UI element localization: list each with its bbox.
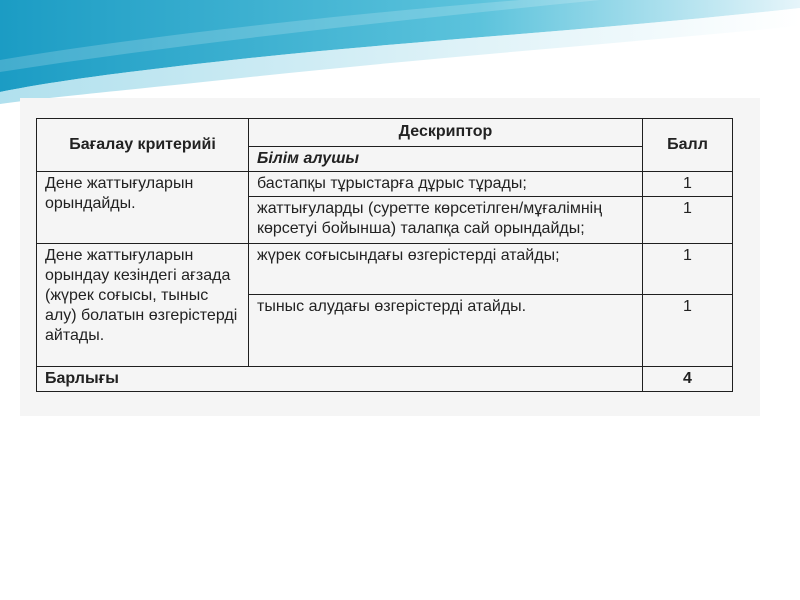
total-label: Барлығы bbox=[37, 367, 643, 392]
row-1-descriptor-2: жаттығуларды (суретте көрсетілген/мұғалімнің көрсетуі бойынша) талапқа сай орындайды; bbox=[249, 197, 643, 244]
row-2-descriptor-2: тыныс алудағы өзгерістерді атайды. bbox=[249, 295, 643, 367]
row-2-descriptor-1: жүрек соғысындағы өзгерістерді атайды; bbox=[249, 244, 643, 295]
assessment-table-panel bbox=[20, 98, 760, 416]
row-2-criterion: Дене жаттығуларын орындау кезіндегі ағзада (жүрек соғысы, тыныс алу) болатын өзгерістерді айтады. bbox=[37, 244, 249, 367]
row-1-score-2: 1 bbox=[643, 197, 733, 244]
row-2-score-1: 1 bbox=[643, 244, 733, 295]
assessment-rubric-table bbox=[36, 118, 733, 392]
row-1-criterion: Дене жаттығуларын орындайды. bbox=[37, 172, 249, 244]
header-wave-decoration bbox=[0, 0, 800, 110]
header-criteria: Бағалау критерийі bbox=[37, 119, 249, 172]
row-2-score-2: 1 bbox=[643, 295, 733, 367]
header-descriptor: Дескриптор bbox=[249, 119, 643, 147]
header-subheader: Білім алушы bbox=[249, 146, 643, 171]
row-1-descriptor-1: бастапқы тұрыстарға дұрыс тұрады; bbox=[249, 172, 643, 197]
header-score: Балл bbox=[643, 119, 733, 172]
total-score: 4 bbox=[643, 367, 733, 392]
row-1-score-1: 1 bbox=[643, 172, 733, 197]
